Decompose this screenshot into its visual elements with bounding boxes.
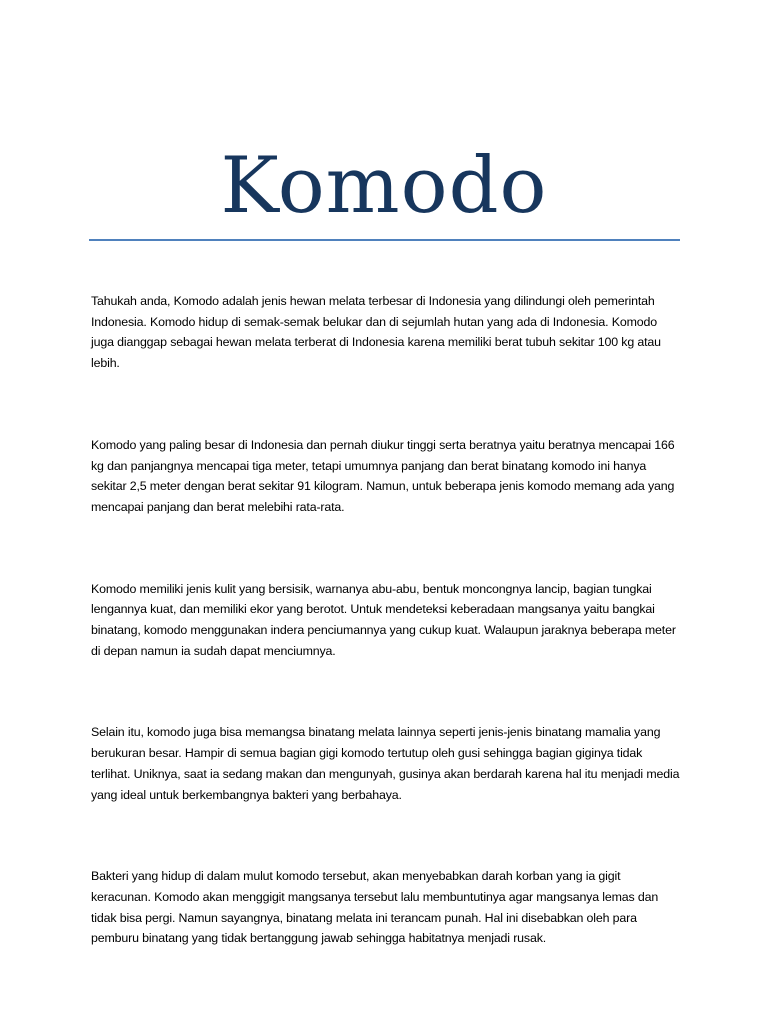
paragraph-2: Komodo yang paling besar di Indonesia dan pernah diukur tinggi serta beratnya yaitu beratnya mencapai 166 kg dan panjangnya mencapai tiga meter, tetapi umumnya panjang dan berat binatang komodo ini hanya sekitar 2,5 meter dengan berat sekitar 91 kilogram. Namun, untuk beberapa jenis komodo memang ada yang mencapai panjang dan berat melebihi rata-rata. <box>91 437 675 514</box>
document-title: Komodo <box>220 141 548 231</box>
paragraph-3: Komodo memiliki jenis kulit yang bersisik, warnanya abu-abu, bentuk moncongnya lancip, bagian tungkai lengannya kuat, dan memiliki ekor yang berotot. Untuk mendeteksi keberadaan mangsanya yaitu bangkai binatang, komodo menggunakan indera penciumannya yang cukup kuat. Walaupun jaraknya beberapa meter di depan namun ia sudah dapat menciumnya. <box>91 581 676 658</box>
paragraph-4: Selain itu, komodo juga bisa memangsa binatang melata lainnya seperti jenis-jenis binatang mamalia yang berukuran besar. Hampir di semua bagian gigi komodo tertutup oleh gusi sehingga bagian giginya tidak terlihat. Uniknya, saat ia sedang makan dan mengunyah, gusinya akan berdarah karena hal itu menjadi media yang ideal untuk berkembangnya bakteri yang berbahaya. <box>91 725 680 802</box>
title-divider <box>89 239 680 241</box>
document-body <box>91 291 681 949</box>
paragraph-5: Bakteri yang hidup di dalam mulut komodo tersebut, akan menyebabkan darah korban yang ia gigit keracunan. Komodo akan menggigit mangsanya tersebut lalu membuntutinya agar mangsanya lemas dan tidak bisa pergi. Namun sayangnya, binatang melata ini terancam punah. Hal ini disebabkan oleh para pemburu binatang yang tidak bertanggung jawab sehingga habitatnya menjadi rusak. <box>91 869 659 946</box>
paragraph-1: Tahukah anda, Komodo adalah jenis hewan melata terbesar di Indonesia yang dilindungi oleh pemerintah Indonesia. Komodo hidup di semak-semak belukar dan di sejumlah hutan yang ada di Indonesia. Komodo juga dianggap sebagai hewan melata terberat di Indonesia karena memiliki berat tubuh sekitar 100 kg atau lebih. <box>91 294 661 371</box>
